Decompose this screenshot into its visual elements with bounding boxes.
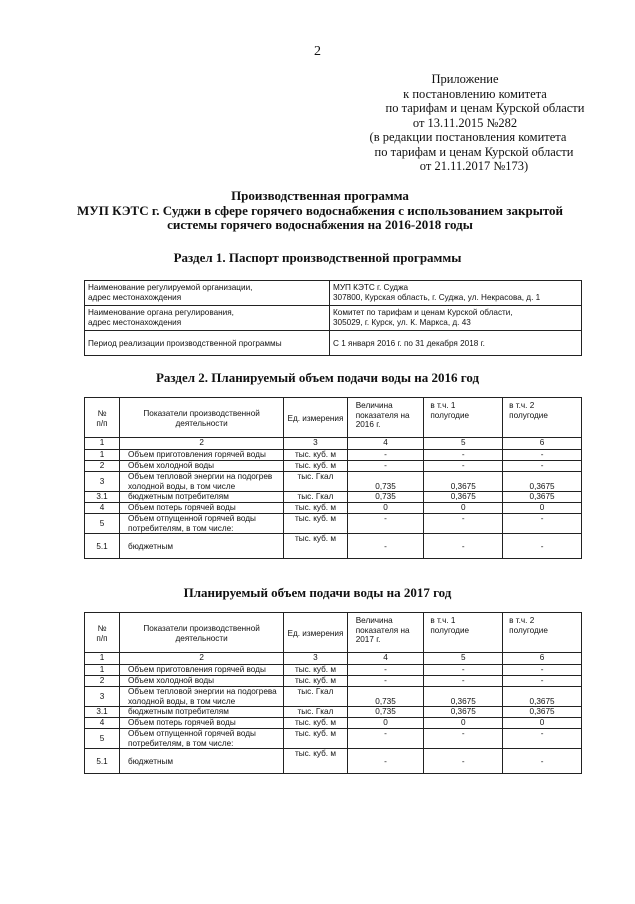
- header-num: [85, 398, 120, 438]
- table-row: [85, 676, 582, 687]
- row-h1: -: [424, 534, 503, 559]
- row-number: 1: [85, 665, 120, 676]
- cell-text: 305029, г. Курск, ул. К. Маркса, д. 43: [333, 318, 471, 327]
- row-h1: -: [424, 676, 503, 687]
- cell-text: Объем приготовления горячей воды: [128, 450, 266, 459]
- column-number: 6: [503, 438, 582, 450]
- header-text: показателя на: [355, 625, 410, 635]
- header-text: полугодие: [430, 625, 470, 635]
- program-title: [40, 189, 600, 233]
- cell-text: адрес местонахождения: [88, 318, 182, 327]
- header-text: №: [97, 624, 107, 634]
- row-number: 4: [85, 718, 120, 729]
- cell-text: Объем потерь горячей воды: [128, 718, 236, 728]
- cell-text: потребителям, в том числе:: [128, 738, 234, 748]
- header-text: Показатели производственной: [143, 409, 260, 419]
- column-number: 4: [347, 653, 424, 665]
- row-h2: 0: [503, 718, 582, 729]
- row-h2: -: [503, 665, 582, 676]
- header-value: [347, 398, 424, 438]
- row-number: 3: [85, 687, 120, 707]
- table-row: [85, 707, 582, 718]
- row-h2: -: [503, 729, 582, 749]
- passport-value: [330, 306, 582, 331]
- cell-text: Наименование органа регулирования,: [88, 308, 234, 317]
- header-text: Ед. измерения: [287, 414, 344, 424]
- row-number: 2: [85, 676, 120, 687]
- cell-text: С 1 января 2016 г. по 31 декабря 2018 г.: [333, 339, 485, 348]
- table-row: [85, 472, 582, 492]
- cell-text: бюджетным: [128, 541, 173, 551]
- table-row: [85, 514, 582, 534]
- row-value: -: [347, 534, 424, 559]
- header-text: показателя на: [355, 410, 410, 420]
- appendix-line: от 21.11.2017 №173): [419, 159, 529, 173]
- row-value: -: [347, 461, 424, 472]
- row-value: -: [347, 514, 424, 534]
- row-h2: -: [503, 749, 582, 774]
- row-indicator: [120, 718, 284, 729]
- table-row: [85, 306, 582, 331]
- cell-text: бюджетным: [128, 756, 173, 766]
- column-number: 2: [120, 653, 284, 665]
- table-row: [85, 461, 582, 472]
- row-value: -: [347, 749, 424, 774]
- passport-label: [85, 306, 330, 331]
- row-unit: тыс. куб. м: [284, 729, 347, 749]
- row-h1: -: [424, 450, 503, 461]
- row-indicator: [120, 503, 284, 514]
- row-h2: -: [503, 514, 582, 534]
- cell-text: Объем приготовления горячей воды: [128, 665, 266, 674]
- program-title-line: МУП КЭТС г. Суджи в сфере горячего водоснабжения с использованием закрытой: [76, 202, 564, 218]
- cell-text: Наименование регулируемой организации,: [88, 283, 253, 292]
- column-number: 4: [347, 438, 424, 450]
- header-unit: [284, 613, 347, 653]
- row-number: 5.1: [85, 534, 120, 559]
- header-text: в т.ч. 1: [430, 616, 456, 625]
- row-number: 3.1: [85, 492, 120, 503]
- row-unit: тыс. куб. м: [284, 534, 347, 559]
- header-h2: [503, 398, 582, 438]
- header-h2: [503, 613, 582, 653]
- header-indicators: [120, 613, 284, 653]
- table-row: [85, 503, 582, 514]
- table-row: [85, 281, 582, 306]
- column-number: 3: [284, 653, 347, 665]
- row-number: 5.1: [85, 749, 120, 774]
- row-indicator: [120, 450, 284, 461]
- cell-text: бюджетным потребителям: [128, 492, 229, 502]
- column-number: 5: [424, 438, 503, 450]
- cell-text: Период реализации производственной программы: [88, 339, 282, 348]
- cell-text: Объем потерь горячей воды: [128, 503, 236, 513]
- row-unit: тыс. куб. м: [284, 514, 347, 534]
- row-value: 0: [347, 718, 424, 729]
- row-h2: -: [503, 461, 582, 472]
- cell-text: МУП КЭТС г. Суджа: [333, 283, 409, 292]
- program-title-line: Производственная программа: [231, 188, 409, 203]
- row-unit: тыс. куб. м: [284, 461, 347, 472]
- row-value: 0,735: [347, 492, 424, 503]
- column-number: 6: [503, 653, 582, 665]
- header-text: в т.ч. 2: [509, 401, 535, 410]
- cell-text: Объем тепловой энергии на подогрева: [128, 687, 277, 696]
- header-text: полугодие: [430, 410, 470, 420]
- row-value: -: [347, 676, 424, 687]
- column-number-row: [85, 438, 582, 450]
- header-value: [347, 613, 424, 653]
- row-unit: тыс. куб. м: [284, 665, 347, 676]
- cell-text: Объем тепловой энергии на подогрев: [128, 472, 273, 481]
- header-indicators: [120, 398, 284, 438]
- row-unit: тыс. куб. м: [284, 718, 347, 729]
- section3-title: Планируемый объем подачи воды на 2017 год: [183, 585, 452, 600]
- volume-table-2017: [84, 612, 582, 774]
- cell-text: адрес местонахождения: [88, 293, 182, 302]
- table-row: [85, 492, 582, 503]
- row-value: 0,735: [347, 472, 424, 492]
- header-text: Величина: [355, 401, 393, 410]
- header-row: [85, 398, 582, 438]
- cell-text: Объем холодной воды: [128, 676, 214, 685]
- row-value: 0,735: [347, 707, 424, 718]
- row-h2: 0,3675: [503, 707, 582, 718]
- column-number: 1: [85, 653, 120, 665]
- row-h1: 0: [424, 503, 503, 514]
- row-indicator: [120, 514, 284, 534]
- row-value: -: [347, 450, 424, 461]
- header-text: Показатели производственной: [143, 624, 260, 634]
- row-unit: тыс. куб. м: [284, 749, 347, 774]
- row-h2: -: [503, 450, 582, 461]
- header-text: полугодие: [509, 625, 548, 635]
- row-h2: 0,3675: [503, 472, 582, 492]
- row-h2: 0: [503, 503, 582, 514]
- row-value: -: [347, 729, 424, 749]
- cell-text: Объем отпущенной горячей воды: [128, 729, 256, 739]
- row-h1: 0,3675: [424, 707, 503, 718]
- header-text: Ед. измерения: [287, 629, 344, 639]
- row-indicator: [120, 461, 284, 472]
- program-title-line: системы горячего водоснабжения на 2016-2018 годы: [167, 217, 473, 232]
- table-row: [85, 718, 582, 729]
- passport-table: [84, 280, 582, 356]
- row-unit: тыс. Гкал: [284, 707, 347, 718]
- row-indicator: [120, 534, 284, 559]
- row-number: 1: [85, 450, 120, 461]
- cell-text: Объем отпущенной горячей воды: [128, 514, 256, 524]
- page-number: 2: [314, 44, 321, 59]
- row-h1: -: [424, 729, 503, 749]
- row-indicator: [120, 707, 284, 718]
- cell-text: Объем холодной воды: [128, 461, 214, 470]
- row-number: 3.1: [85, 707, 120, 718]
- row-number: 5: [85, 729, 120, 749]
- row-h1: 0: [424, 718, 503, 729]
- section2-title: Раздел 2. Планируемый объем подачи воды на 2016 год: [155, 370, 480, 385]
- row-indicator: [120, 472, 284, 492]
- row-value: 0: [347, 503, 424, 514]
- passport-value: [330, 331, 582, 356]
- appendix-line: по тарифам и ценам Курской области: [374, 144, 574, 159]
- row-unit: тыс. Гкал: [284, 472, 347, 492]
- header-text: 2016 г.: [355, 420, 381, 430]
- row-unit: тыс. куб. м: [284, 676, 347, 687]
- header-text: деятельности: [175, 634, 228, 643]
- cell-text: холодной воды, в том числе: [128, 481, 236, 491]
- row-h1: -: [424, 665, 503, 676]
- volume-table-2016: [84, 397, 582, 559]
- row-h1: 0,3675: [424, 687, 503, 707]
- table-row: [85, 687, 582, 707]
- cell-text: потребителям, в том числе:: [128, 523, 234, 533]
- row-unit: тыс. Гкал: [284, 687, 347, 707]
- header-text: Величина: [355, 616, 393, 625]
- row-number: 3: [85, 472, 120, 492]
- row-h1: -: [424, 749, 503, 774]
- header-text: в т.ч. 1: [430, 401, 456, 410]
- header-text: деятельности: [175, 419, 228, 428]
- row-h2: -: [503, 534, 582, 559]
- appendix-line: от 13.11.2015 №282: [412, 115, 518, 130]
- passport-label: [85, 281, 330, 306]
- passport-label: [85, 331, 330, 356]
- table-row: [85, 749, 582, 774]
- row-value: 0,735: [347, 687, 424, 707]
- table-row: [85, 450, 582, 461]
- row-unit: тыс. куб. м: [284, 450, 347, 461]
- row-h2: 0,3675: [503, 687, 582, 707]
- header-h1: [424, 613, 503, 653]
- section1-title: Раздел 1. Паспорт производственной программы: [173, 250, 462, 265]
- row-h1: 0,3675: [424, 472, 503, 492]
- row-number: 2: [85, 461, 120, 472]
- table-row: [85, 665, 582, 676]
- row-indicator: [120, 665, 284, 676]
- row-indicator: [120, 729, 284, 749]
- row-value: -: [347, 665, 424, 676]
- header-unit: [284, 398, 347, 438]
- row-h1: -: [424, 514, 503, 534]
- header-num: [85, 613, 120, 653]
- column-number: 1: [85, 438, 120, 450]
- row-h2: 0,3675: [503, 492, 582, 503]
- header-text: в т.ч. 2: [509, 616, 535, 625]
- row-indicator: [120, 492, 284, 503]
- row-number: 4: [85, 503, 120, 514]
- table-row: [85, 331, 582, 356]
- column-number: 3: [284, 438, 347, 450]
- cell-text: 307800, Курская область, г. Суджа, ул. Некрасова, д. 1: [333, 293, 541, 302]
- appendix-block: [340, 72, 590, 174]
- header-text: 2017 г.: [355, 635, 381, 645]
- appendix-line: по тарифам и ценам Курской области: [385, 101, 585, 115]
- row-indicator: [120, 676, 284, 687]
- column-number: 2: [120, 438, 284, 450]
- row-indicator: [120, 749, 284, 774]
- cell-text: бюджетным потребителям: [128, 707, 229, 717]
- appendix-line: Приложение: [431, 72, 499, 86]
- header-row: [85, 613, 582, 653]
- column-number: 5: [424, 653, 503, 665]
- header-text: п/п: [96, 634, 108, 643]
- row-indicator: [120, 687, 284, 707]
- row-unit: тыс. куб. м: [284, 503, 347, 514]
- table-row: [85, 729, 582, 749]
- row-number: 5: [85, 514, 120, 534]
- header-h1: [424, 398, 503, 438]
- appendix-line: к постановлению комитета: [403, 86, 547, 101]
- header-text: п/п: [96, 419, 108, 428]
- table-row: [85, 534, 582, 559]
- row-h2: -: [503, 676, 582, 687]
- row-h1: -: [424, 461, 503, 472]
- cell-text: Комитет по тарифам и ценам Курской области,: [333, 308, 513, 317]
- passport-value: [330, 281, 582, 306]
- header-text: №: [97, 409, 107, 419]
- appendix-line: (в редакции постановления комитета: [369, 130, 567, 144]
- column-number-row: [85, 653, 582, 665]
- cell-text: холодной воды, в том числе: [128, 696, 236, 706]
- row-unit: тыс. Гкал: [284, 492, 347, 503]
- row-h1: 0,3675: [424, 492, 503, 503]
- header-text: полугодие: [509, 410, 548, 420]
